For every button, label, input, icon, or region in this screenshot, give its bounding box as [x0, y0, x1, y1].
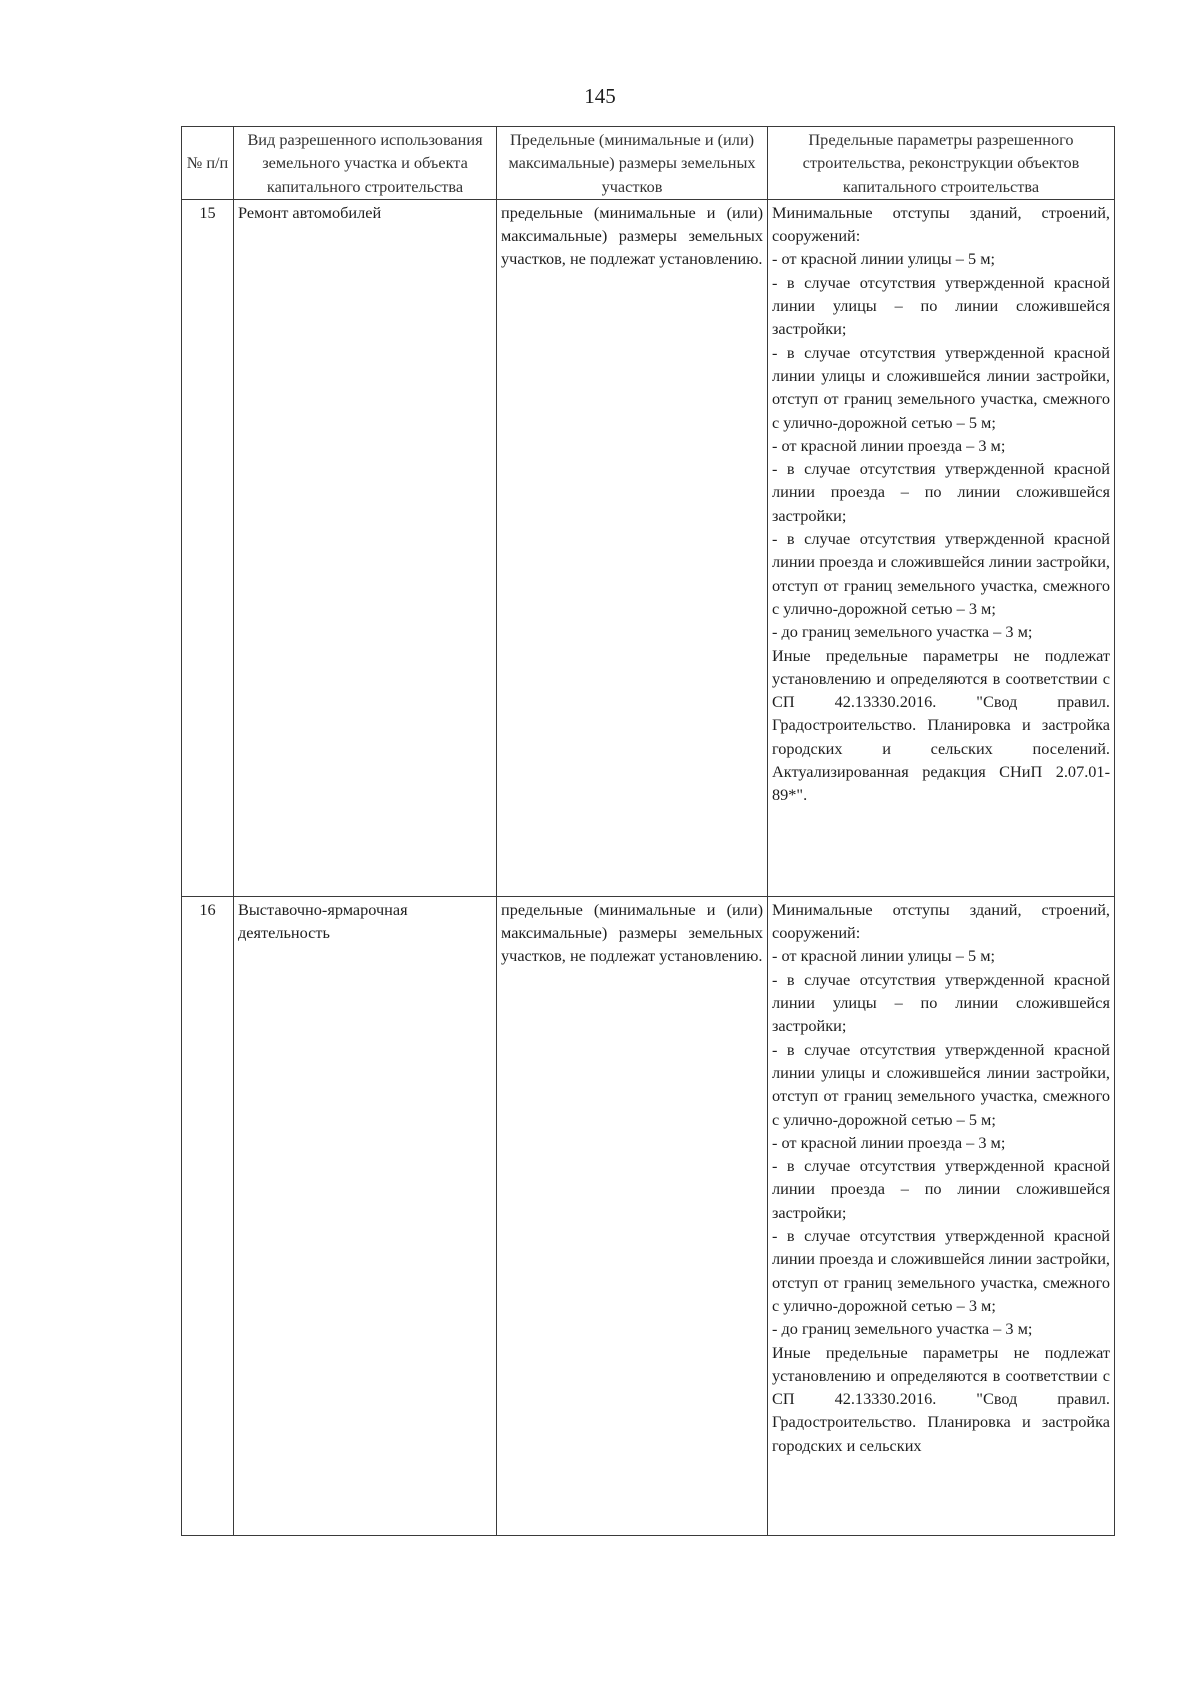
page-number: 145	[584, 84, 616, 108]
header-plot-sizes: Предельные (минимальные и (или) максимальные) размеры земельных участков	[497, 127, 768, 200]
param-line: - в случае отсутствия утвержденной красной линии улицы – по линии сложившейся застройки;	[772, 272, 1110, 339]
param-line: - до границ земельного участка – 3 м;	[772, 622, 1033, 642]
table-row	[182, 896, 1115, 1535]
row-plot-sizes: предельные (минимальные и (или) максимальные) размеры земельных участков, не подлежат установлению.	[497, 896, 768, 1535]
params-clip	[772, 898, 1110, 1530]
param-line: Минимальные отступы зданий, строений, сооружений:	[772, 202, 1110, 246]
row-plot-sizes: предельные (минимальные и (или) максимальные) размеры земельных участков, не подлежат установлению.	[497, 199, 768, 896]
param-line: - в случае отсутствия утвержденной красной линии улицы и сложившейся линии застройки, отступ от границ земельного участка, смежного с улично-дорожной сетью – 5 м;	[772, 342, 1110, 432]
param-line: - от красной линии улицы – 5 м;	[772, 249, 996, 269]
row-number: 16	[182, 896, 234, 1535]
row-use-type: Выставочно-ярмарочная деятельность	[234, 896, 497, 1535]
param-line: - от красной линии проезда – 3 м;	[772, 1132, 1006, 1152]
param-line: Иные предельные параметры не подлежат установлению и определяются в соответствии с СП 42.13330.2016. "Свод правил. Градостроительство. Планировка и застройка городских и сельских	[772, 1342, 1110, 1455]
param-line: - в случае отсутствия утвержденной красной линии проезда – по линии сложившейся застройки;	[772, 1156, 1110, 1222]
header-number: № п/п	[182, 127, 234, 200]
param-line: - в случае отсутствия утвержденной красной линии улицы и сложившейся линии застройки, отступ от границ земельного участка, смежного с улично-дорожной сетью – 5 м;	[772, 1039, 1110, 1129]
header-build-params: Предельные параметры разрешенного строительства, реконструкции объектов капитального строительства	[768, 127, 1115, 200]
param-line: Иные предельные параметры не подлежат установлению и определяются в соответствии с СП 42.13330.2016. "Свод правил. Градостроительство. Планировка и застройка городских и сельских поселений. Актуализированная редакция СНиП 2.07.01-89*".	[772, 645, 1110, 805]
zoning-parameters-table	[181, 126, 1115, 1536]
row-build-params	[768, 199, 1115, 896]
param-line: - до границ земельного участка – 3 м;	[772, 1319, 1033, 1339]
row-number: 15	[182, 199, 234, 896]
table-header-row	[182, 127, 1115, 200]
param-line: - от красной линии улицы – 5 м;	[772, 946, 996, 966]
row-build-params	[768, 896, 1115, 1535]
param-line: - в случае отсутствия утвержденной красной линии проезда и сложившейся линии застройки, отступ от границ земельного участка, смежного с улично-дорожной сетью – 3 м;	[772, 529, 1110, 618]
param-line: - в случае отсутствия утвержденной красной линии проезда – по линии сложившейся застройки;	[772, 459, 1110, 525]
table-row	[182, 199, 1115, 896]
param-line: - в случае отсутствия утвержденной красной линии улицы – по линии сложившейся застройки;	[772, 969, 1110, 1036]
param-line: - от красной линии проезда – 3 м;	[772, 435, 1006, 455]
header-use-type: Вид разрешенного использования земельного участка и объекта капитального строительства	[234, 127, 497, 200]
row-use-type: Ремонт автомобилей	[234, 199, 497, 896]
param-line: - в случае отсутствия утвержденной красной линии проезда и сложившейся линии застройки, отступ от границ земельного участка, смежного с улично-дорожной сетью – 3 м;	[772, 1226, 1110, 1315]
param-line: Минимальные отступы зданий, строений, сооружений:	[772, 899, 1110, 943]
